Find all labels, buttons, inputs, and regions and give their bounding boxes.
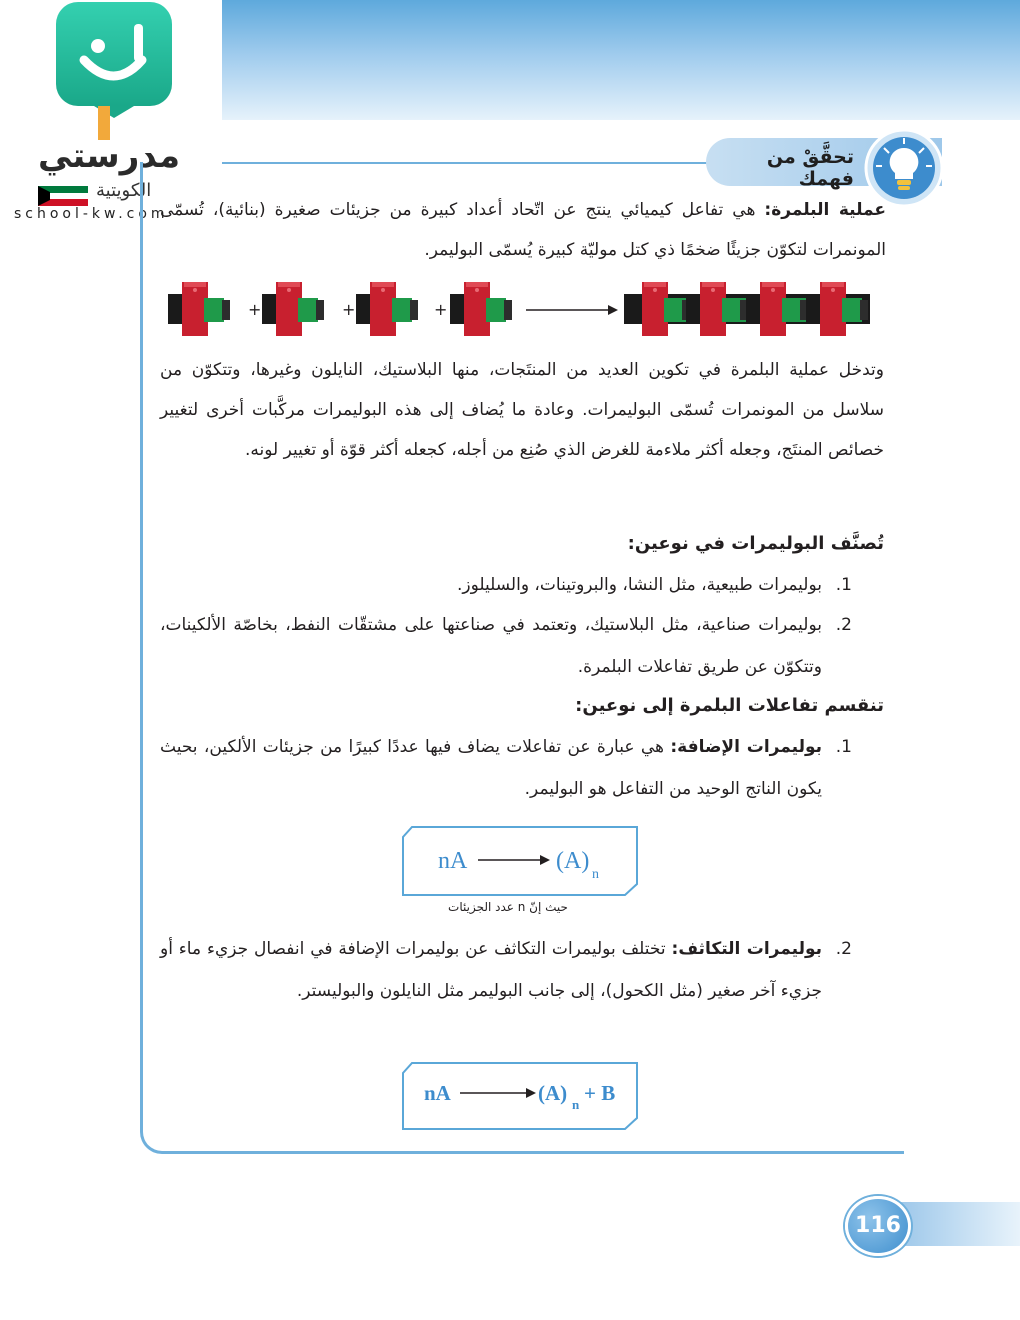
equation-1-left: nA [438, 848, 468, 874]
reaction-text: هي عبارة عن تفاعلات يضاف فيها عددًا كبيرًا من جزيئات الألكين، بحيث يكون الناتج الوحيد من التفاعل هو البوليمر. [160, 737, 822, 799]
monomer-4 [450, 282, 512, 336]
list-number: 2. [835, 615, 852, 635]
definition-text: هي تفاعل كيميائي ينتج عن اتّحاد أعداد كبيرة من جزيئات صغيرة (بنائية)، تُسمّى المونمرات لتكوّن جزيئًا ضخمًا ذي كتل موليّة كبيرة يُسمّى البوليمر. [160, 200, 886, 260]
list-body [160, 928, 822, 1012]
classification-item-2 [160, 604, 852, 688]
monomer-2 [262, 282, 324, 336]
list-body [160, 726, 822, 810]
section-title: تحقَّقْ من فهمك [766, 146, 854, 190]
svg-text:+: + [342, 300, 356, 319]
equation-2-subscript: n [572, 1097, 580, 1112]
reaction-item-1 [160, 726, 852, 810]
monomer-3 [356, 282, 418, 336]
list-number: 1. [835, 575, 852, 595]
classification-heading: تُصنَّف البوليمرات في نوعين: [627, 533, 884, 554]
logo-subtitle: الكويتية [96, 180, 152, 201]
equation-1-subscript: n [592, 867, 599, 882]
equation-1-caption: حيث إنّ n عدد الجزيئات [448, 900, 568, 914]
reaction-item-2 [160, 928, 852, 1054]
equation-2-left: nA [424, 1081, 451, 1105]
equation-2-right: (A) [538, 1081, 568, 1105]
list-text: بوليمرات طبيعية، مثل النشا، والبروتينات، والسليلوز. [456, 575, 822, 595]
reaction-term: بوليمرات التكاثف: [671, 939, 822, 959]
reaction-term: بوليمرات الإضافة: [670, 737, 823, 757]
logo-url: school-kw.com [14, 206, 169, 222]
list-number: 1. [835, 737, 852, 757]
intro-paragraph: وتدخل عملية البلمرة في تكوين العديد من المنتَجات، منها البلاستيك، النايلون وغيرها، وتتكوّن من سلاسل من المونمرات تُسمّى البوليمرات. وعادة ما يُضاف إلى هذه البوليمرات مركَّبات أخرى لتغيير خصائص المنتَج، وجعله أكثر ملاءمة للغرض الذي صُنِع من أجله، كجعله أكثر قوّة أو تغيير لونه. [160, 360, 884, 460]
list-number: 2. [835, 939, 852, 959]
plus-sign-2 [342, 300, 355, 319]
logo-name: مدرستي [38, 136, 180, 176]
reaction-arrow [526, 305, 618, 315]
equation-box-2 [402, 1062, 638, 1130]
section-frame-top-line [222, 162, 742, 164]
reactions-heading: تنقسم تفاعلات البلمرة إلى نوعين: [575, 695, 884, 716]
equation-box-1 [402, 826, 638, 896]
list-text: بوليمرات صناعية، مثل البلاستيك، وتعتمد في صناعتها على مشتقّات النفط، بخاصّة الألكينات، وتتكوّن عن طريق تفاعلات البلمرة. [160, 615, 822, 677]
plus-sign-3 [434, 300, 447, 319]
logo-bookmark-icon [54, 2, 174, 142]
kuwait-flag-icon [38, 186, 88, 206]
page-number: 116 [845, 1196, 911, 1256]
polymerization-diagram [162, 278, 874, 342]
polymer-chain [624, 282, 870, 336]
page-number-strip [900, 1202, 1020, 1246]
classification-item-1 [160, 564, 852, 606]
svg-text:+: + [248, 300, 262, 319]
plus-sign-1 [248, 300, 261, 319]
definition-term: عملية البلمرة: [764, 200, 887, 220]
definition-paragraph [160, 190, 886, 270]
svg-text:+: + [434, 300, 448, 319]
reaction-text: تختلف بوليمرات التكاثف عن بوليمرات الإضافة في انفصال جزيء ماء أو جزيء آخر صغير (مثل الكحول)، إلى جانب البوليمر مثل النايلون والبوليستر. [160, 939, 822, 1001]
equation-1-right: (A) [556, 848, 590, 874]
monomer-1 [168, 282, 230, 336]
equation-2-extra: + B [584, 1081, 616, 1105]
